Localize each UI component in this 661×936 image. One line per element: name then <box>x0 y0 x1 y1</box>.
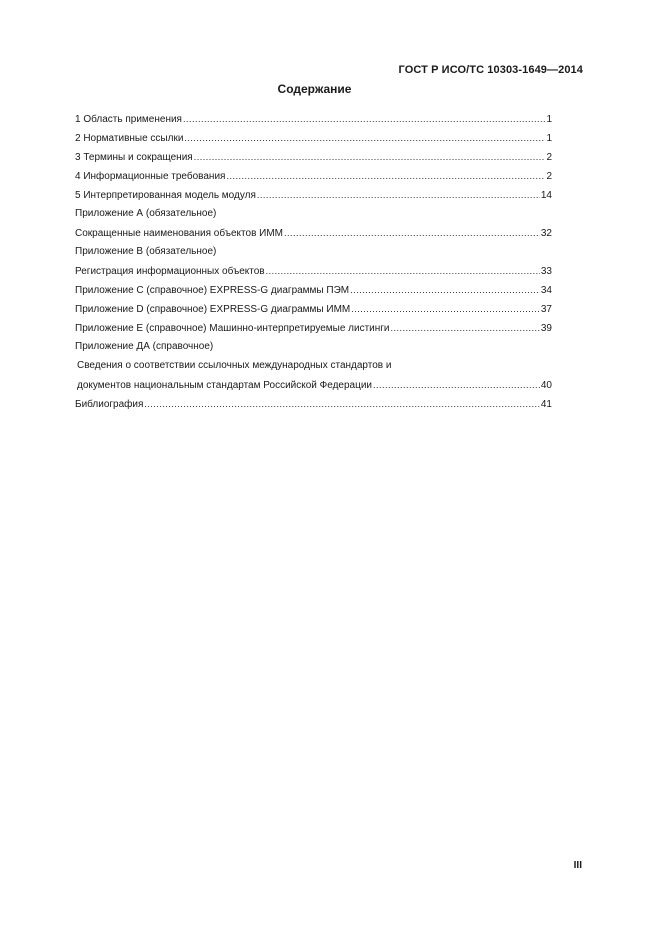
toc-entry-page: 41 <box>540 399 552 410</box>
toc-entry-annex-da-line1[interactable] <box>75 359 552 378</box>
toc-entry-text: Приложение ДА (справочное) <box>75 341 214 352</box>
toc-entry-page: 1 <box>546 133 552 144</box>
toc-entry-annex-c[interactable] <box>75 283 552 302</box>
toc-entry-text: 2 Нормативные ссылки <box>75 133 184 144</box>
toc-entry-information-requirements[interactable] <box>75 169 552 188</box>
toc-entry-page: 34 <box>540 285 552 296</box>
toc-entry-module-model[interactable] <box>75 188 552 207</box>
toc-leader-dots <box>184 131 545 145</box>
toc-entry-text: Приложение D (справочное) EXPRESS-G диаграммы ИММ <box>75 304 351 315</box>
toc-entry-annex-e[interactable] <box>75 321 552 340</box>
toc-entry-normative-references[interactable] <box>75 131 552 150</box>
table-of-contents <box>75 112 552 416</box>
toc-entry-text: Приложение В (обязательное) <box>75 246 217 257</box>
toc-entry-bibliography[interactable] <box>75 397 552 416</box>
toc-entry-page: 39 <box>540 323 552 334</box>
toc-entry-annex-b-heading[interactable] <box>75 245 552 264</box>
toc-leader-dots <box>391 321 540 335</box>
toc-leader-dots <box>266 264 540 278</box>
toc-entry-text: документов национальным стандартам Российской Федерации <box>77 380 373 391</box>
toc-entry-annex-a[interactable] <box>75 226 552 245</box>
toc-entry-page: 2 <box>546 152 552 163</box>
toc-entry-scope[interactable] <box>75 112 552 131</box>
toc-entry-text: Сокращенные наименования объектов ИММ <box>75 228 284 239</box>
toc-entry-page: 14 <box>540 190 552 201</box>
toc-entry-page: 33 <box>540 266 552 277</box>
toc-entry-page: 1 <box>546 114 552 125</box>
document-code: ГОСТ Р ИСО/ТС 10303-1649—2014 <box>398 64 583 76</box>
toc-entry-text: Сведения о соответствии ссылочных международных стандартов и <box>77 360 392 371</box>
toc-entry-annex-a-heading[interactable] <box>75 207 552 226</box>
toc-entry-text: 3 Термины и сокращения <box>75 152 193 163</box>
toc-entry-annex-d[interactable] <box>75 302 552 321</box>
toc-entry-text: Приложение Е (справочное) Машинно-интерпретируемые листинги <box>75 323 390 334</box>
toc-entry-text: Приложение А (обязательное) <box>75 208 217 219</box>
toc-entry-page: 40 <box>540 380 552 391</box>
toc-leader-dots <box>351 302 540 316</box>
toc-entry-text: Регистрация информационных объектов <box>75 266 265 277</box>
toc-leader-dots <box>183 112 545 126</box>
toc-entry-page: 37 <box>540 304 552 315</box>
toc-entry-annex-da-heading[interactable] <box>75 340 552 359</box>
toc-entry-page: 32 <box>540 228 552 239</box>
toc-leader-dots <box>144 397 539 411</box>
toc-leader-dots <box>226 169 545 183</box>
toc-entry-text: 1 Область применения <box>75 114 182 125</box>
toc-entry-page: 2 <box>546 171 552 182</box>
toc-leader-dots <box>194 150 546 164</box>
toc-title: Содержание <box>277 82 352 96</box>
toc-leader-dots <box>284 226 540 240</box>
page-number: III <box>573 860 582 871</box>
toc-entry-annex-da-line2[interactable] <box>75 378 552 397</box>
toc-leader-dots <box>257 188 540 202</box>
toc-leader-dots <box>373 378 540 392</box>
toc-leader-dots <box>350 283 540 297</box>
toc-entry-annex-b[interactable] <box>75 264 552 283</box>
toc-entry-text: Библиография <box>75 399 144 410</box>
toc-entry-terms[interactable] <box>75 150 552 169</box>
toc-entry-text: 5 Интерпретированная модель модуля <box>75 190 256 201</box>
toc-entry-text: 4 Информационные требования <box>75 171 226 182</box>
toc-entry-text: Приложение С (справочное) EXPRESS-G диаграммы ПЭМ <box>75 285 350 296</box>
